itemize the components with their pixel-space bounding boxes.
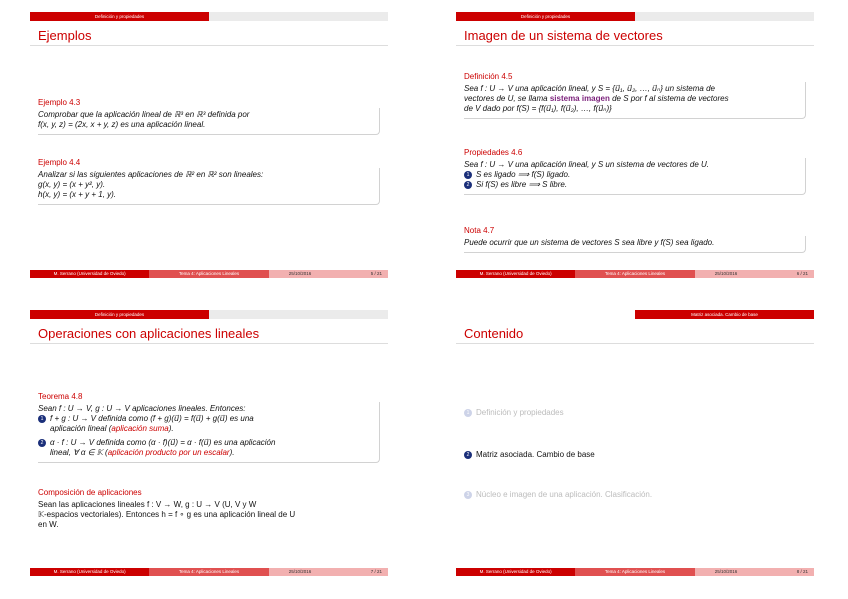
footer-bar [30,270,388,278]
text-line: f(x, y, z) = (2x, x + y, z) es una aplicación lineal. [38,120,206,129]
header-bar [456,12,814,21]
bullet-2-icon: 2 [464,181,472,189]
slide-8 [456,310,814,576]
footer-author: M. Serrano (Universidad de Oviedo) [30,568,149,576]
example-block [38,98,380,135]
section-label: Definición y propiedades [456,12,635,21]
bullet-item [38,414,375,434]
bullet-text: α · f : U → V definida como (α · f)(u⃗) = α · f(u⃗) es una aplicación [50,438,276,447]
text-line: de V dado por f(S) = {f(u⃗₁), f(u⃗₂), …, f(u⃗ₙ)} [464,104,612,113]
slide-title-bar [456,25,814,46]
text-line: Analizar si las siguientes aplicaciones de ℝ² en ℝ² son lineales: [38,170,264,179]
block-title: Propiedades 4.6 [464,148,523,157]
highlight-term: sistema imagen [549,94,610,103]
bullet-text: S es ligado ⟹ f(S) ligado. [476,170,571,179]
bullet-text: f + g : U → V definida como (f + g)(u⃗) = f(u⃗) + g(u⃗) es una [50,414,254,423]
header-bar [456,310,814,319]
footer-date: 25/10/2016 [714,271,738,276]
text-span: vectores de U, se llama [464,94,548,103]
header-bar [30,310,388,319]
section-label: Definición y propiedades [30,310,209,319]
footer-date: 25/10/2016 [288,569,312,574]
header-bar [30,12,388,21]
section-label: Matriz asociada. Cambio de base [635,310,814,319]
text-line: Sean las aplicaciones lineales f : V → W, g : U → V (U, V y W [38,500,257,509]
toc-number-2-icon: 2 [464,451,472,459]
text-line: h(x, y) = (x + y + 1, y). [38,190,117,199]
note-block [464,226,806,253]
block-title: Teorema 4.8 [38,392,83,401]
example-block [38,158,380,205]
block-body [38,168,380,205]
block-title: Ejemplo 4.4 [38,158,81,167]
block-title: Ejemplo 4.3 [38,98,81,107]
footer-chapter: Tema 4: Aplicaciones Lineales [575,270,695,278]
page-number: 6 / 21 [796,271,808,276]
text-line: Sean f : U → V, g : U → V aplicaciones lineales. Entonces: [38,404,246,413]
bullet-2-icon: 2 [38,439,46,447]
bullet-text: aplicación lineal ( [50,424,112,433]
page-number: 5 / 21 [370,271,382,276]
text-line: Sea f : U → V una aplicación lineal, y S un sistema de vectores de U. [464,160,710,169]
block-body [464,236,806,253]
slide-title: Contenido [464,326,524,341]
highlight-term: aplicación suma [111,424,169,433]
bullet-text: Si f(S) es libre ⟹ S libre. [476,180,568,189]
highlight-term: aplicación producto por un escalar [107,448,230,457]
footer-author: M. Serrano (Universidad de Oviedo) [456,270,575,278]
slide-title: Imagen de un sistema de vectores [464,28,663,43]
block-body [38,402,380,463]
toc-label: Núcleo e imagen de una aplicación. Clasificación. [476,490,653,499]
page-number: 8 / 21 [796,569,808,574]
footer-bar [30,568,388,576]
bullet-1-icon: 1 [38,415,46,423]
bullet-item [464,170,801,180]
footer-date: 25/10/2016 [714,569,738,574]
slide-title: Ejemplos [38,28,92,43]
bullet-1-icon: 1 [464,171,472,179]
block-body [464,158,806,195]
block-title: Composición de aplicaciones [38,488,142,497]
slide-7 [30,310,388,576]
toc-number-1-icon: 1 [464,409,472,417]
slide-title: Operaciones con aplicaciones lineales [38,326,260,341]
bullet-text: ). [168,424,174,433]
footer-author: M. Serrano (Universidad de Oviedo) [456,568,575,576]
bullet-text: ). [229,448,235,457]
text-line: Sea f : U → V una aplicación lineal, y S = {u⃗₁, u⃗₂, …, u⃗ₙ} un sistema de [464,84,715,93]
slide-title-bar [30,25,388,46]
footer-chapter: Tema 4: Aplicaciones Lineales [575,568,695,576]
toc-number-3-icon: 3 [464,491,472,499]
toc-label: Matriz asociada. Cambio de base [476,450,595,459]
bullet-item [38,438,375,458]
theorem-block [38,392,380,463]
footer-chapter: Tema 4: Aplicaciones Lineales [149,568,269,576]
footer-bar [456,270,814,278]
block-body [38,108,380,135]
bullet-item [464,180,801,190]
text-line: 𝕂-espacios vectoriales). Entonces h = f ∘ g es una aplicación lineal de U [38,510,296,519]
slide-title-bar [456,323,814,344]
text-span: de S por f al sistema de vectores [612,94,729,103]
page-number: 7 / 21 [370,569,382,574]
text-line: Puede ocurrir que un sistema de vectores S sea libre y f(S) sea ligado. [464,238,715,247]
slide-title-bar [30,323,388,344]
block-body [464,82,806,119]
footer-bar [456,568,814,576]
footer-author: M. Serrano (Universidad de Oviedo) [30,270,149,278]
slide-5 [30,12,388,278]
properties-block [464,148,806,195]
definition-block [464,72,806,119]
composition-block [38,488,380,534]
section-label: Definición y propiedades [30,12,209,21]
text-line: g(x, y) = (x + y², y). [38,180,106,189]
text-line: en W. [38,520,59,529]
slide-6 [456,12,814,278]
block-title: Definición 4.5 [464,72,513,81]
footer-chapter: Tema 4: Aplicaciones Lineales [149,270,269,278]
text-line [464,94,801,104]
bullet-text: lineal, ∀ α ∈ 𝕂 ( [50,448,108,457]
toc-label: Definición y propiedades [476,408,564,417]
block-title: Nota 4.7 [464,226,495,235]
block-body [38,498,380,534]
text-line: Comprobar que la aplicación lineal de ℝ³ en ℝ³ definida por [38,110,250,119]
footer-date: 25/10/2016 [288,271,312,276]
